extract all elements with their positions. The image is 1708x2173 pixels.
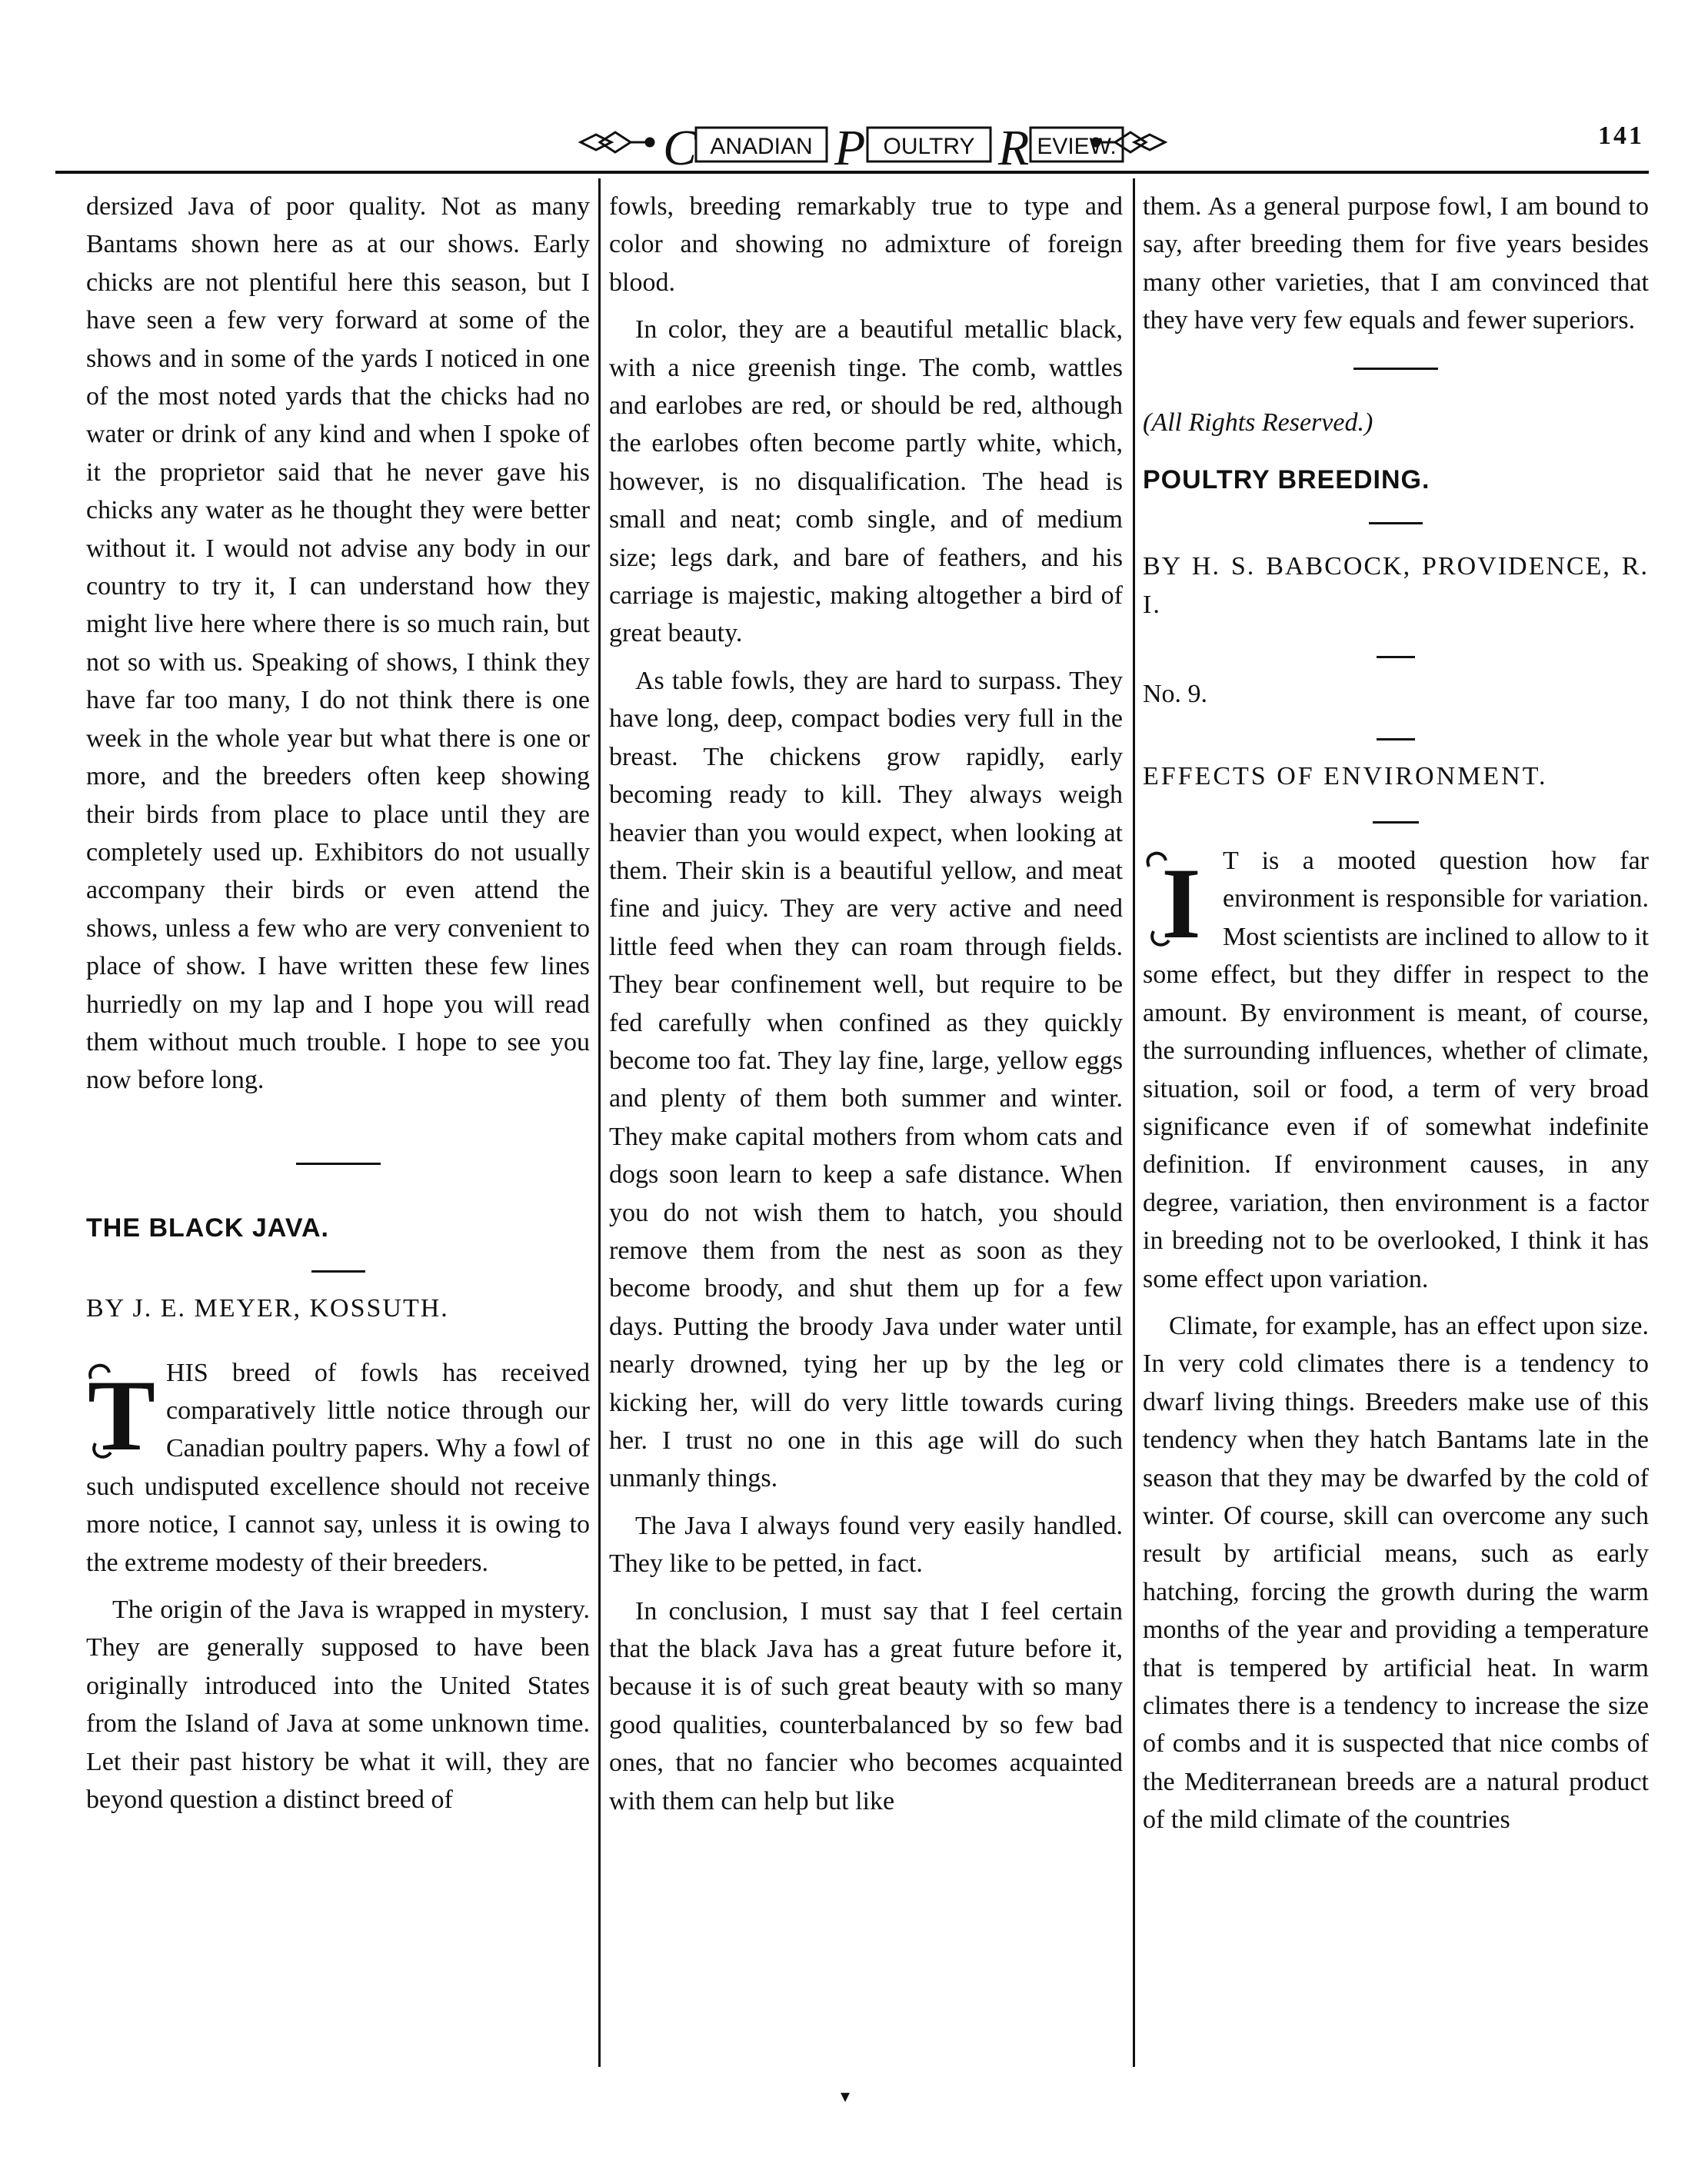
- masthead: [577, 108, 1169, 177]
- article-byline-babcock: BY H. S. BABCOCK, PROVIDENCE, R. I.: [1143, 552, 1649, 619]
- column1-paragraph-1: dersized Java of poor quality. Not as many Bantams shown here as at our shows. Early chicks are not plentiful here this season, but I have seen a few very forward at some of the shows and in some of the yards I noticed in one of the most noted yards that the chicks had no water or drink of any kind and when I spoke of it the proprietor said that he never gave his chicks any water as he thought they were better without it. I would not advise any body in our country to try it, I can understand how they might live here where there is so much rain, but not so with us. Speaking of shows, I think they have far too many, I do not think there is one week in the whole year but what there is one or more, and the breeders often keep showing their birds from place to place until they are completely used up. Exhibitors do not usually accompany their birds or even attend the shows, unless a few who are very convenient to place of show. I have written these few lines hurriedly on my lap and I hope you will read them without much trouble. I hope to see you now before long.: [86, 192, 590, 1095]
- column2-paragraph-2: In color, they are a beautiful metallic black, with a nice greenish tinge. The comb, wattles and earlobes are red, or should be red, although the earlobes often become partly white, which, however, is no disqualification. The head is small and neat; comb single, and of medium size; legs dark, and bare of feathers, and his carriage is majestic, making altogether a bird of great beauty.: [609, 315, 1123, 648]
- column-rule-left: [598, 178, 601, 2067]
- page-number: 141: [1598, 121, 1644, 150]
- column2-paragraph-1: fowls, breeding remarkably true to type and color and showing no admixture of foreign blood.: [609, 192, 1123, 297]
- dropcap-i-letter: I: [1161, 847, 1201, 953]
- masthead-ornament: [577, 108, 1169, 177]
- column2-paragraph-4: The Java I always found very easily handled. They like to be petted, in fact.: [609, 1511, 1123, 1579]
- column3-paragraph-1: them. As a general purpose fowl, I am bound to say, after breeding them for five years besides many other varieties, that I am convinced that they have very few equals and fewer superiors.: [1143, 192, 1649, 335]
- masthead-letter-r: R: [998, 120, 1030, 176]
- dropcap-i: [1143, 847, 1214, 953]
- issue-number: No. 9.: [1143, 680, 1208, 709]
- column1-paragraph-2: HIS breed of fowls has received comparatively little notice through our Canadian poultry papers. Why a fowl of such undisputed excellence should not receive more notice, I cannot say, unless it is owing to the extreme modesty of their breeders.: [86, 1358, 590, 1577]
- column-rule-right: [1133, 178, 1135, 2067]
- column3-paragraph-3: Climate, for example, has an effect upon size. In very cold climates there is a tendency to dwarf living things. Breeders make use of this tendency when they hatch Bantams late in the season that they may be dwarfed by the cold of winter. Of course, skill can overcome any such result by artificial means, such as early hatching, forcing the growth during the warm months of the year and providing a temperature that is tempered by artificial heat. In warm climates there is a tendency to increase the size of combs and it is suspected that nice combs of the Mediterranean breeds are a natural product of the mild climate of the countries: [1143, 1311, 1649, 1835]
- column2-paragraph-5: In conclusion, I must say that I feel certain that the black Java has a great future before it, because it is of such great beauty with so many good qualities, counterbalanced by so few bad ones, that no fancier who becomes acquainted with them can help but like: [609, 1596, 1123, 1815]
- column3-paragraph-2: T is a mooted question how far environment is responsible for variation. Most scientists are inclined to allow to it some effect, but they differ in respect to the amount. By environment is meant, of course, the surrounding influences, whether of climate, situation, soil or food, a term of very broad significance even if of somewhat indefinite definition. If environment causes, in any degree, variation, then environment is a factor in breeding not to be overlooked, I think it has some effect upon variation.: [1143, 847, 1649, 1293]
- masthead-word-oultry: OULTRY: [883, 134, 975, 159]
- left-flourish-icon: [581, 132, 654, 152]
- section-subhead: EFFECTS OF ENVIRONMENT.: [1143, 761, 1548, 790]
- rights-notice: (All Rights Reserved.): [1143, 408, 1373, 437]
- masthead-word-eview: EVIEW.: [1037, 134, 1117, 159]
- column-1: [86, 188, 590, 1828]
- column1-paragraph-3: The origin of the Java is wrapped in mystery. They are generally supposed to have been originally introduced into the United States from the Island of Java at some unknown time. Let their past history be what it will, they are beyond question a distinct breed of: [86, 1596, 590, 1815]
- column2-paragraph-3: As table fowls, they are hard to surpass. They have long, deep, compact bodies very full in the breast. The chickens grow rapidly, early becoming ready to kill. They always weigh heavier than you would expect, when looking at them. Their skin is a beautiful yellow, and meat fine and juicy. They are very active and need little feed when they can roam through fields. They bear confinement well, but require to be fed carefully when confined as they quickly become too fat. They lay fine, large, yellow eggs and plenty of them both summer and winter. They make capital mothers from whom cats and dogs soon learn to keep a safe distance. When you do not wish them to hatch, you should remove them from the nest as soon as they become broody, and shut them up for a few days. Putting the broody Java under water until nearly drowned, tying her up by the leg or kicking her, will do very little towards curing her. I trust no one in this age will do such unmanly things.: [609, 666, 1123, 1493]
- bottom-ink-mark: ▾: [841, 2087, 851, 2107]
- masthead-letter-c: C: [663, 120, 698, 176]
- masthead-word-anadian: ANADIAN: [710, 134, 813, 159]
- article-title-poultry-breeding: POULTRY BREEDING.: [1143, 465, 1430, 495]
- dropcap-t-letter: T: [87, 1358, 156, 1465]
- article-title-black-java: THE BLACK JAVA.: [86, 1213, 329, 1243]
- header-rule: [55, 171, 1649, 174]
- masthead-letter-p: P: [834, 120, 866, 176]
- column-2: [609, 188, 1123, 1829]
- article-byline-meyer: BY J. E. MEYER, KOSSUTH.: [86, 1294, 449, 1323]
- dropcap-t: [86, 1359, 157, 1465]
- column-3: [1143, 188, 1649, 1849]
